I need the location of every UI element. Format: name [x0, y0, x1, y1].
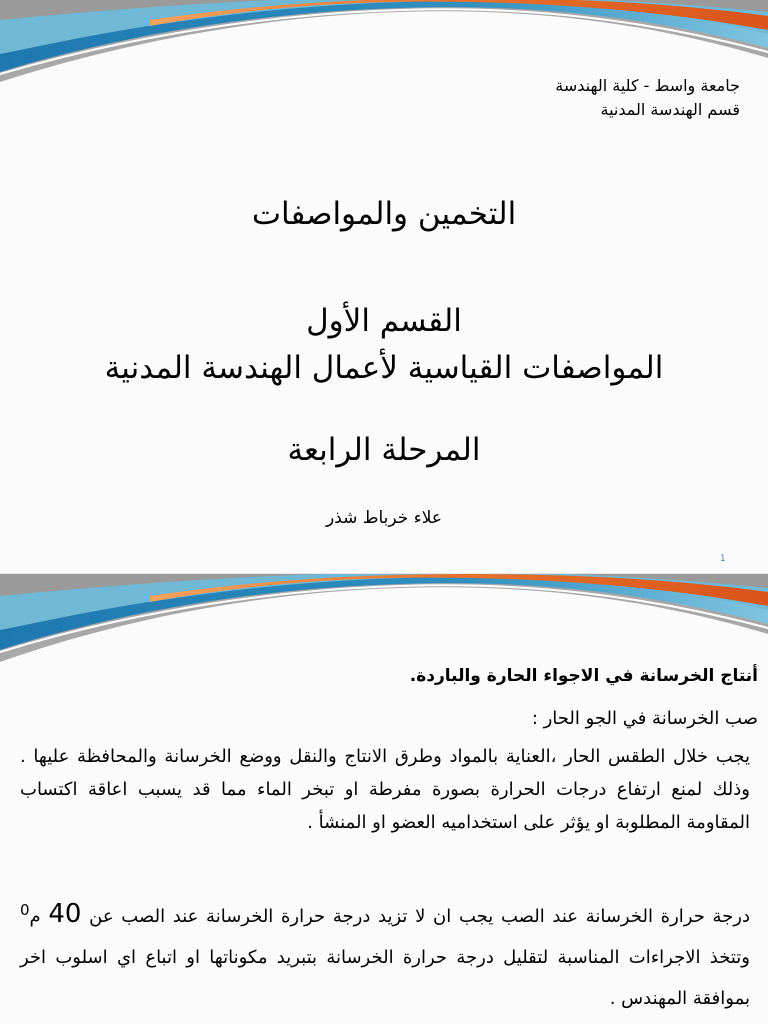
temperature-sentence-end: وتتخذ الاجراءات المناسبة لتقليل درجة حرارة الخرسانة بتبريد مكوناتها او اتباع اي اسلوب اخر بموافقة المهندس . [20, 947, 750, 1009]
department-name: قسم الهندسة المدنية [600, 100, 740, 119]
course-title: التخمين والمواصفات [251, 196, 517, 232]
temperature-value: 40 [48, 899, 82, 929]
section-heading: أنتاج الخرسانة في الاجواء الحارة والباردة. [409, 666, 758, 686]
content-slide [0, 574, 768, 1024]
temperature-unit: م [29, 906, 41, 927]
paragraph-hot-weather: يجب خلال الطقس الحار ،العناية بالمواد وطرق الانتاج والنقل ووضع الخرسانة والمحافظة عليها . وذلك لمنع ارتفاع درجات الحرارة بصورة مفرطة او تبخر الماء مما قد يسبب اعاقة اكتساب المقاومة المطلوبة او يؤثر على استخداميه العضو او المنشأ . [20, 746, 750, 833]
author-name: علاء خرباط شذر [326, 508, 442, 528]
part-title: القسم الأول [306, 303, 462, 339]
temperature-sentence-start: درجة حرارة الخرسانة عند الصب يجب ان لا تزيد درجة حرارة الخرسانة عند الصب عن [89, 906, 750, 927]
header-wave-decoration [0, 574, 768, 669]
section-subheading: صب الخرسانة في الجو الحار : [531, 708, 758, 729]
degree-symbol: 0 [20, 901, 30, 919]
university-name: جامعة واسط - كلية الهندسة [555, 76, 740, 95]
page-number: 1 [720, 554, 726, 564]
stage-title: المرحلة الرابعة [287, 432, 481, 468]
part-subtitle: المواصفات القياسية لأعمال الهندسة المدنية [104, 350, 664, 386]
paragraph-temperature [20, 890, 750, 1019]
